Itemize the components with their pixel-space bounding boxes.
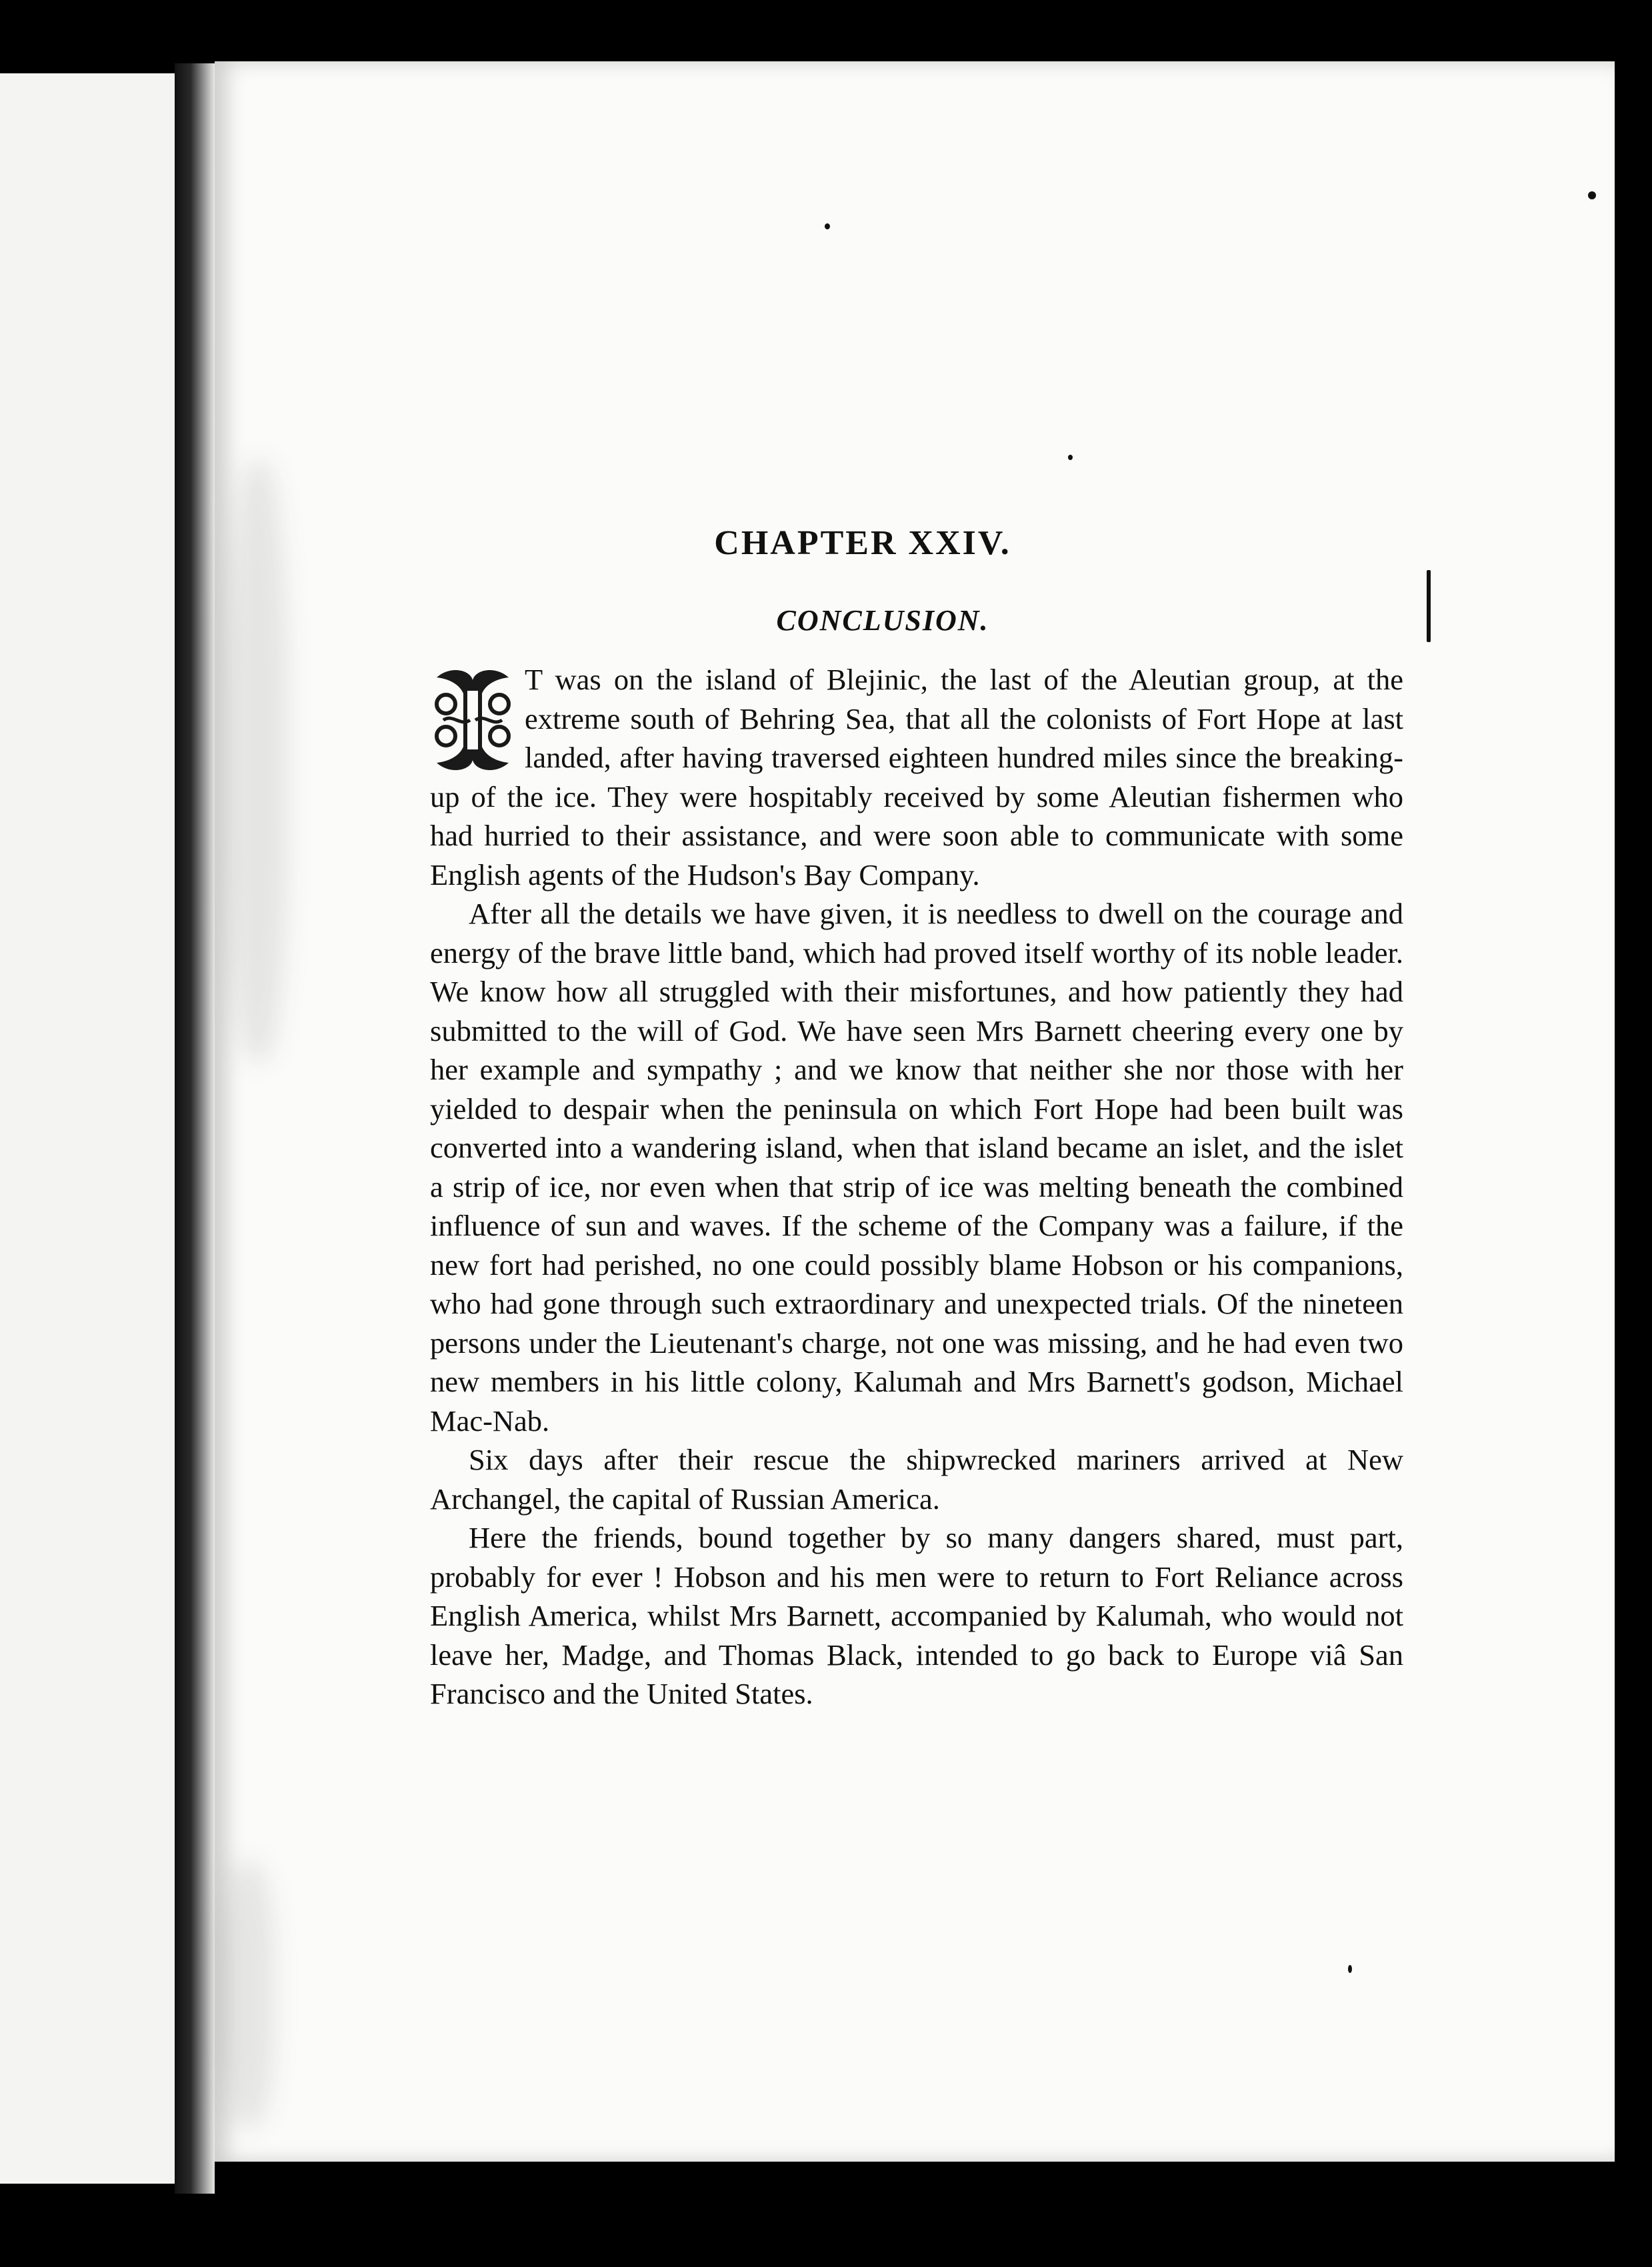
ink-speck bbox=[825, 223, 830, 229]
paragraph-2: After all the details we have given, it is needless to dwell on the courage and energy of the brave little band, which had proved itself worthy of its noble leader. We know how all struggled with their misfortunes, and how patiently they had submitted to the will of God. We have seen Mrs Barnett cheering every one by her example and sympathy ; and we know that neither she nor those with her yielded to despair when the peninsula on which Fort Hope had been built was converted into a wandering island, when that island became an islet, and the islet a strip of ice, nor even when that strip of ice was melting beneath the combined influence of sun and waves. If the scheme of the Company was a failure, if the new fort had perished, no one could possibly blame Hobson or his companions, who had gone through such extraordinary and unexpected trials. Of the nineteen persons under the Lieutenant's charge, not one was missing, and he had even two new members in his little colony, Kalumah and Mrs Barnett's godson, Michael Mac-Nab. bbox=[430, 897, 1403, 1438]
chapter-title: CHAPTER XXIV. bbox=[714, 524, 1011, 562]
book-gutter bbox=[175, 63, 215, 2194]
ink-speck bbox=[1588, 191, 1596, 199]
ink-speck bbox=[1068, 455, 1073, 460]
paragraph-3: Six days after their rescue the shipwrecked mariners arrived at New Archangel, the capital of Russian America. bbox=[430, 1443, 1403, 1516]
facing-page-edge bbox=[0, 73, 175, 2184]
chapter-body bbox=[430, 660, 1403, 1714]
paragraph-text: T was on the island of Blejinic, the last of the Aleutian group, at the extreme south of Behring Sea, that all the colonists of Fort Hope at last landed, after having traversed eighteen hundred miles since the breaking-up of the ice. They were hospitably received by some Aleutian fishermen who had hurried to their assistance, and were soon able to communicate with some English agents of the Hudson's Bay Company. bbox=[430, 663, 1403, 891]
ink-speck bbox=[1348, 1965, 1352, 1973]
ornamental-dropcap-icon bbox=[430, 664, 515, 776]
paragraph-1 bbox=[430, 660, 1403, 894]
chapter-subtitle: CONCLUSION. bbox=[776, 604, 989, 637]
paragraph-4: Here the friends, bound together by so many dangers shared, must part, probably for ever ! Hobson and his men were to return to Fort Reliance across English America, whilst Mrs Barnett, accompanied by Kalumah, who would not leave her, Madge, and Thomas Black, intended to go back to Europe viâ San Francisco and the United States. bbox=[430, 1521, 1403, 1710]
page-smudge bbox=[221, 1862, 275, 2128]
